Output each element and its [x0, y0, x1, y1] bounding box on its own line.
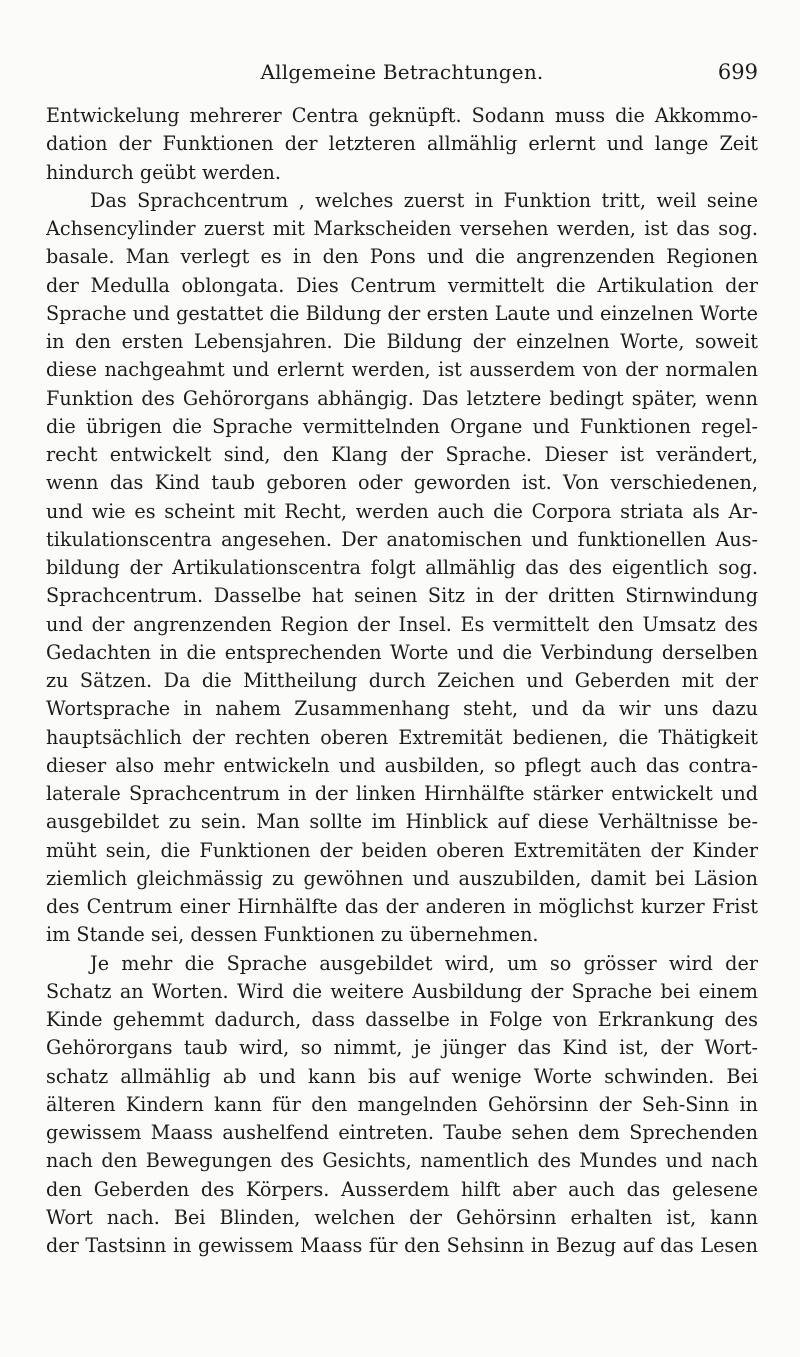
text-line: Achsencylinder zuerst mit Markscheiden versehen werden, ist das sog. [46, 217, 758, 240]
text-line: müht sein, die Funktionen der beiden oberen Extremitäten der Kinder [46, 838, 758, 862]
text-line: tikulationscentra angesehen. Der anatomischen und funktionellen Aus- [46, 527, 758, 551]
text-line: laterale Sprachcentrum in der linken Hirnhälfte stärker entwickelt und [46, 782, 758, 805]
text-line: des Centrum einer Hirnhälfte das der anderen in möglichst kurzer Frist [46, 895, 758, 918]
text-line: älteren Kindern kann für den mangelnden Gehörsinn der Seh-Sinn in [46, 1092, 758, 1116]
text-line: schatz allmählig ab und kann bis auf wenige Worte schwinden. Bei [46, 1064, 758, 1088]
text-line: den Geberden des Körpers. Ausserdem hilft aber auch das gelesene [46, 1177, 758, 1201]
text-line: recht entwickelt sind, den Klang der Sprache. Dieser ist verändert, [46, 443, 758, 466]
text-line: bildung der Artikulationscentra folgt allmählig das des eigentlich sog. [46, 556, 758, 579]
text-line: Funktion des Gehörorgans abhängig. Das letztere bedingt später, wenn [46, 386, 758, 410]
text-line: Wort nach. Bei Blinden, welchen der Gehörsinn erhalten ist, kann [46, 1205, 758, 1229]
text-line: Gedachten in die entsprechenden Worte und die Verbindung derselben [46, 640, 758, 664]
text-line: Das Sprachcentrum , welches zuerst in Funktion tritt, weil seine [90, 188, 758, 212]
text-line: zu Sätzen. Da die Mittheilung durch Zeichen und Geberden mit der [46, 669, 758, 692]
text-line: in den ersten Lebensjahren. Die Bildung der einzelnen Worte, soweit [46, 330, 758, 353]
text-line: Wortsprache in nahem Zusammenhang steht, und da wir uns dazu [46, 697, 758, 721]
text-line: wenn das Kind taub geboren oder geworden ist. Von verschiedenen, [46, 471, 758, 495]
text-line: gewissem Maass aushelfend eintreten. Taube sehen dem Sprechenden [46, 1121, 758, 1144]
text-line: hindurch geübt werden. [46, 160, 282, 184]
text-line: nach den Bewegungen des Gesichts, namentlich des Mundes und nach [46, 1149, 758, 1173]
running-head [46, 60, 758, 90]
text-line: basale. Man verlegt es in den Pons und die angrenzenden Regionen [46, 245, 758, 269]
text-line: im Stande sei, dessen Funktionen zu übernehmen. [46, 923, 539, 947]
text-line: Kinde gehemmt dadurch, dass dasselbe in Folge von Erkrankung des [46, 1008, 758, 1031]
text-line: Sprache und gestattet die Bildung der ersten Laute und einzelnen Worte [46, 301, 758, 325]
running-title: Allgemeine Betrachtungen. [260, 60, 544, 84]
text-line: und wie es scheint mit Recht, werden auch die Corpora striata als Ar- [46, 499, 758, 523]
text-line: Gehörorgans taub wird, so nimmt, je jünger das Kind ist, der Wort- [46, 1036, 758, 1060]
text-line: Entwickelung mehrerer Centra geknüpft. Sodann muss die Akkommo- [46, 104, 758, 127]
text-line: dation der Funktionen der letzteren allmählig erlernt und lange Zeit [46, 132, 758, 156]
page-number: 699 [717, 60, 758, 84]
text-line: der Medulla oblongata. Dies Centrum vermittelt die Artikulation der [46, 273, 758, 297]
text-line: die übrigen die Sprache vermittelnden Organe und Funktionen regel- [46, 414, 758, 438]
text-line: Sprachcentrum. Dasselbe hat seinen Sitz in der dritten Stirnwindung [46, 584, 758, 608]
text-line: hauptsächlich der rechten oberen Extremität bedienen, die Thätigkeit [46, 725, 758, 749]
body-text [46, 102, 758, 1260]
text-line: diese nachgeahmt und erlernt werden, ist ausserdem von der normalen [46, 358, 758, 382]
text-line: dieser also mehr entwickeln und ausbilden, so pflegt auch das contra- [46, 753, 758, 777]
text-line: Je mehr die Sprache ausgebildet wird, um so grösser wird der [90, 951, 758, 975]
text-line: der Tastsinn in gewissem Maass für den Sehsinn in Bezug auf das Lesen [46, 1234, 758, 1257]
text-line: ausgebildet zu sein. Man sollte im Hinblick auf diese Verhältnisse be- [46, 810, 758, 834]
text-line: Schatz an Worten. Wird die weitere Ausbildung der Sprache bei einem [46, 979, 758, 1003]
text-line: ziemlich gleichmässig zu gewöhnen und auszubilden, damit bei Läsion [46, 866, 758, 890]
text-line: und der angrenzenden Region der Insel. Es vermittelt den Umsatz des [46, 612, 758, 636]
